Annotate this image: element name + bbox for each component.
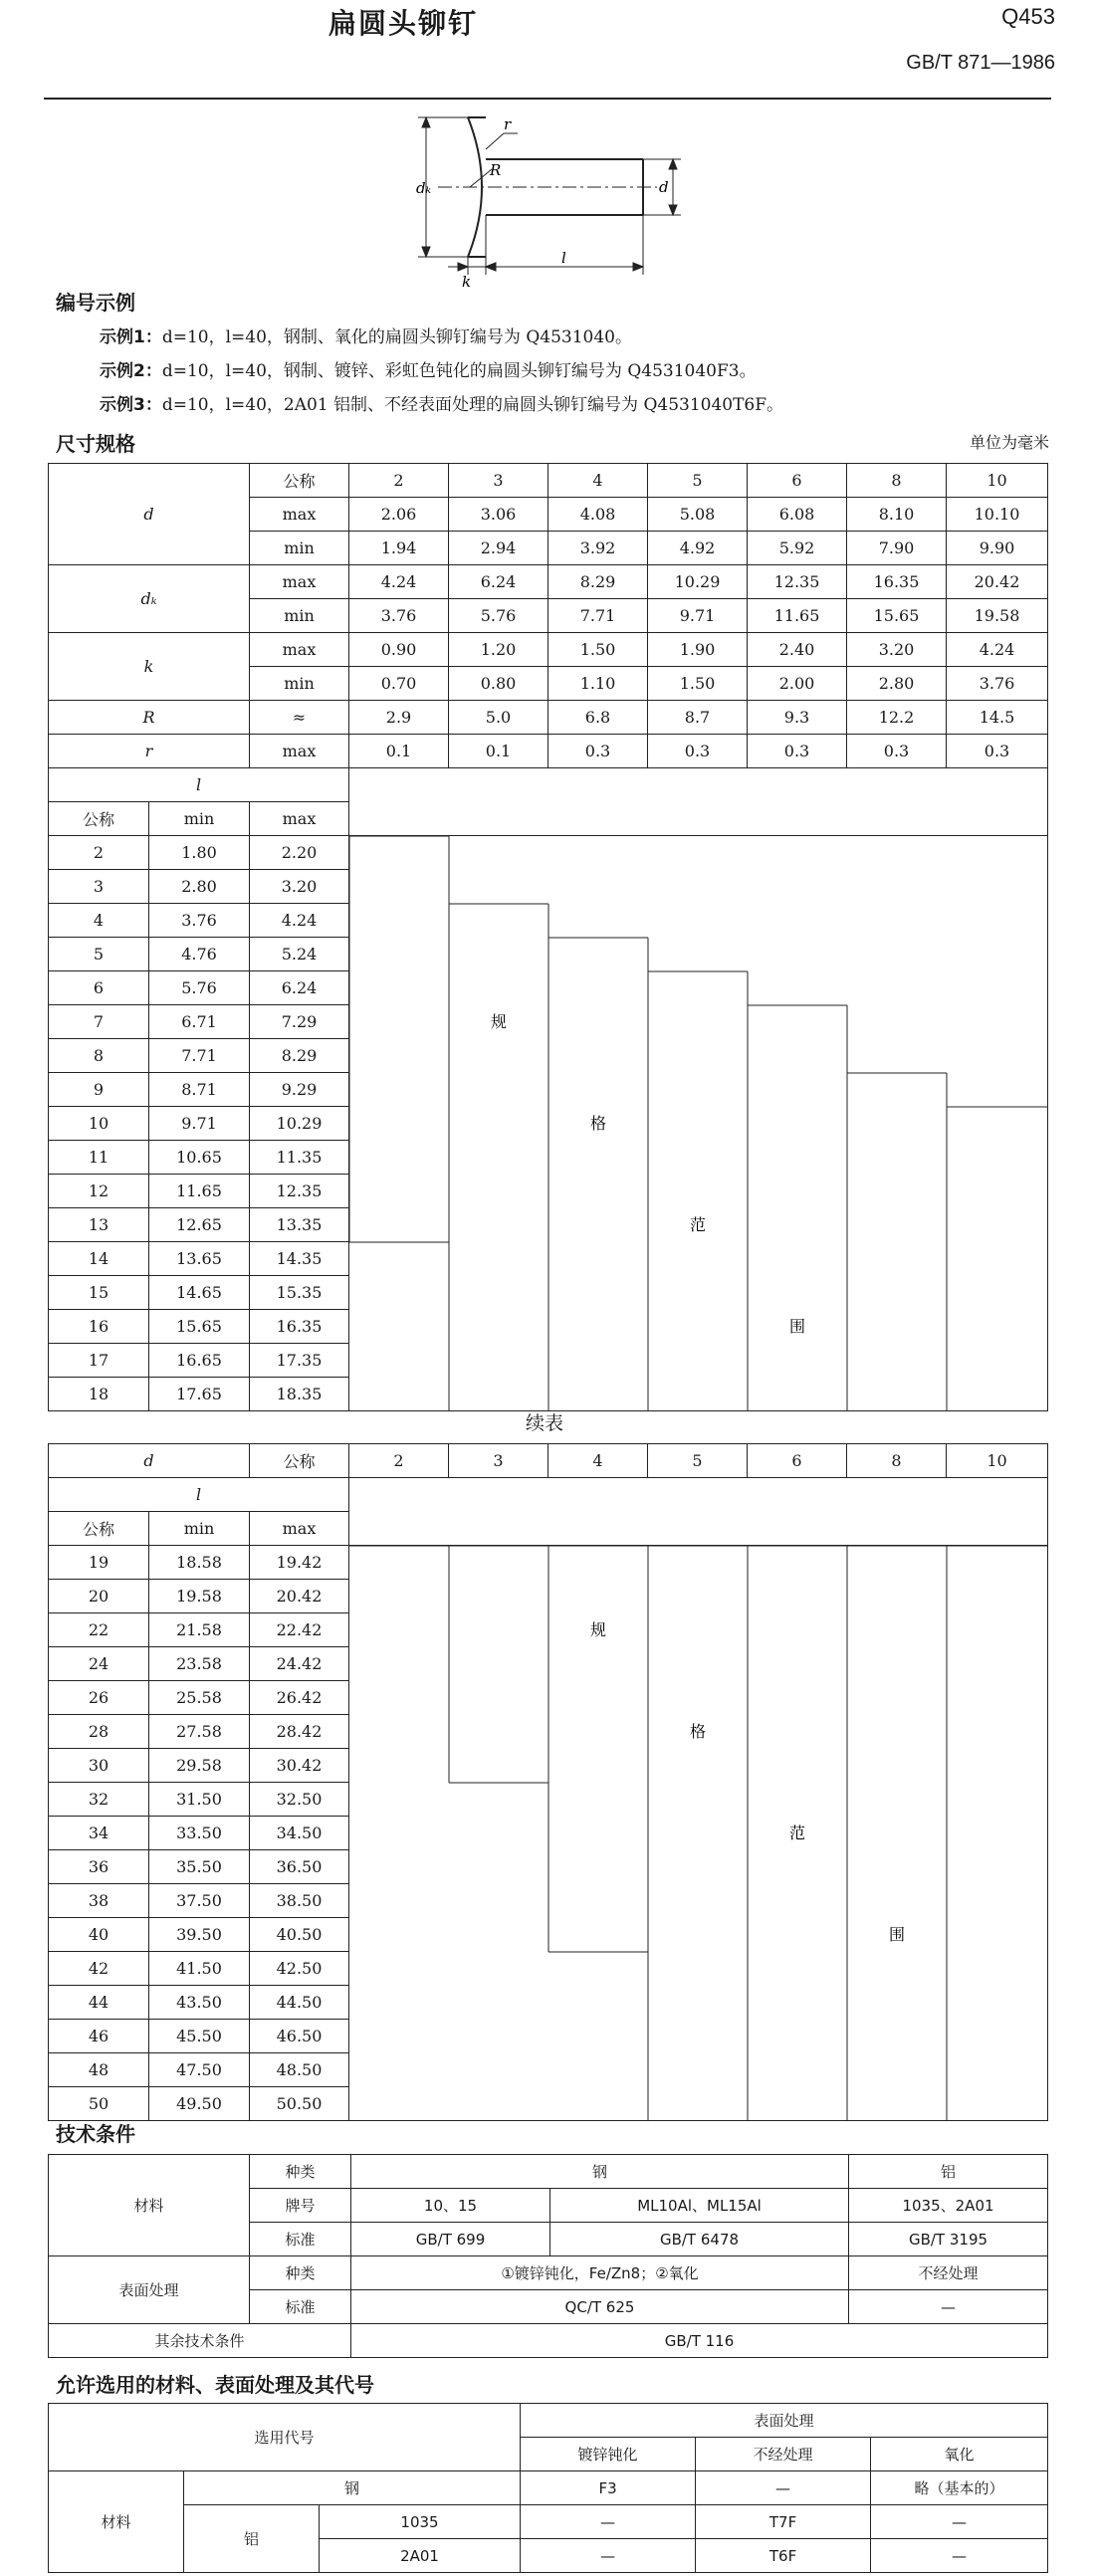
length-min: 47.50 [149,2053,250,2087]
length-max: 42.50 [250,1952,349,1986]
r-max-value: 0.1 [349,735,449,768]
opt-surface: 表面处理 [521,2404,1048,2438]
example-3-text: d=10，l=40，2A01 铝制、不经表面处理的扁圆头铆钉编号为 Q4531040T6F。 [161,395,784,415]
opt-al-2a01-none: T6F [696,2539,871,2573]
R-approx-label: ≈ [250,701,349,735]
dk-min-label: min [250,599,349,633]
tech-grade: 牌号 [250,2189,351,2223]
length-nominal: 9 [49,1073,149,1107]
item-code: Q453 [1001,4,1055,29]
unit-label: 单位为毫米 [969,433,1049,452]
length-max: 15.35 [250,1276,349,1310]
opt-al-1035-none: T7F [696,2505,871,2539]
length-max: 7.29 [250,1005,349,1039]
length-nominal: 38 [49,1884,149,1918]
range-boundary [349,836,1048,1411]
dk-min-value: 11.65 [748,599,847,633]
k-max-label: max [250,633,349,667]
R-value: 9.3 [748,701,847,735]
table-row [49,701,1048,735]
length-max: 2.20 [250,836,349,870]
length-nominal: 44 [49,1986,149,2020]
dk-max-value: 8.29 [548,565,648,599]
label-dk: dₖ [416,179,432,197]
size-4-cont: 4 [548,1444,648,1478]
length-min: 15.65 [149,1310,250,1344]
size-5-cont: 5 [648,1444,748,1478]
length-nominal: 19 [49,1546,149,1580]
tech-other-std: GB/T 116 [351,2324,1048,2358]
opt-steel-oxidize: 略（基本的） [871,2471,1048,2505]
length-max: 6.24 [250,971,349,1005]
length-min: 2.80 [149,870,250,904]
k-label: k [49,633,250,701]
opt-none: 不经处理 [696,2438,871,2471]
r-max-value: 0.3 [947,735,1048,768]
opt-al-2a01-oxidize: — [871,2539,1048,2573]
length-min: 12.65 [149,1208,250,1242]
length-max: 3.20 [250,870,349,904]
length-nominal: 6 [49,971,149,1005]
k-min-value: 1.50 [648,667,748,701]
length-min: 41.50 [149,1952,250,1986]
dimension-table [48,463,1048,1411]
dk-min-value: 9.71 [648,599,748,633]
l-nominal-label: 公称 [49,1512,149,1546]
opt-steel: 钢 [184,2471,521,2505]
example-2 [100,356,757,381]
tech-std-steel-2: GB/T 6478 [550,2223,849,2256]
length-nominal: 3 [49,870,149,904]
length-nominal: 50 [49,2087,149,2121]
d-min-value: 2.94 [449,532,548,565]
tech-material: 材料 [49,2155,250,2256]
length-nominal: 13 [49,1208,149,1242]
length-min: 10.65 [149,1141,250,1175]
tech-surface-kind: 种类 [250,2256,351,2290]
d-min-value: 7.90 [847,532,947,565]
d-max-value: 2.06 [349,498,449,532]
tech-other: 其余技术条件 [49,2324,351,2358]
d-max-value: 5.08 [648,498,748,532]
length-max: 19.42 [250,1546,349,1580]
size-3: 3 [449,464,548,498]
opt-aluminum: 铝 [184,2505,320,2573]
tech-surface-std-al: — [849,2290,1048,2324]
size-4: 4 [548,464,648,498]
length-nominal: 7 [49,1005,149,1039]
technical-table [48,2154,1048,2358]
k-max-value: 4.24 [947,633,1048,667]
length-max: 46.50 [250,2020,349,2053]
l-max-label: max [250,1512,349,1546]
l-min-label: min [149,1512,250,1546]
length-min: 14.65 [149,1276,250,1310]
d-label-cont: d [49,1444,250,1478]
length-nominal: 32 [49,1783,149,1817]
range-header-blank [349,768,1048,836]
label-k: k [462,273,472,289]
size-2-cont: 2 [349,1444,449,1478]
size-10: 10 [947,464,1048,498]
dk-max-value: 6.24 [449,565,548,599]
R-value: 6.8 [548,701,648,735]
r-max-value: 0.3 [648,735,748,768]
dk-max-value: 20.42 [947,565,1048,599]
length-nominal: 20 [49,1580,149,1613]
opt-oxidize: 氧化 [871,2438,1048,2471]
length-max: 16.35 [250,1310,349,1344]
example-1-label: 示例1： [100,327,162,347]
R-value: 5.0 [449,701,548,735]
tech-aluminum: 铝 [849,2155,1048,2189]
length-min: 16.65 [149,1344,250,1378]
dk-min-value: 15.65 [847,599,947,633]
length-max: 44.50 [250,1986,349,2020]
R-value: 14.5 [947,701,1048,735]
length-max: 18.35 [250,1378,349,1411]
length-max: 22.42 [250,1613,349,1647]
r-max-value: 0.3 [847,735,947,768]
R-label: R [49,701,250,735]
k-max-value: 2.40 [748,633,847,667]
tech-kind: 种类 [250,2155,351,2189]
k-min-value: 2.00 [748,667,847,701]
opt-al-1035-oxidize: — [871,2505,1048,2539]
r-max-value: 0.3 [748,735,847,768]
tech-steel: 钢 [351,2155,849,2189]
length-max: 10.29 [250,1107,349,1141]
length-max: 34.50 [250,1817,349,1850]
length-min: 4.76 [149,938,250,971]
k-max-value: 1.50 [548,633,648,667]
range-label-char: 规 [589,1620,607,1639]
length-max: 40.50 [250,1918,349,1952]
length-min: 13.65 [149,1242,250,1276]
table-row [49,633,1048,667]
tech-grade-al: 1035、2A01 [849,2189,1048,2223]
length-nominal: 24 [49,1647,149,1681]
length-nominal: 28 [49,1715,149,1749]
length-min: 29.58 [149,1749,250,1783]
table-row [49,735,1048,768]
tech-surface-kind-steel: ①镀锌钝化，Fe/Zn8；②氧化 [351,2256,849,2290]
table-row [49,768,1048,802]
length-max: 32.50 [250,1783,349,1817]
r-max-value: 0.1 [449,735,548,768]
dk-min-value: 19.58 [947,599,1048,633]
technical-heading: 技术条件 [56,2122,135,2146]
table-row [49,464,1048,498]
size-8-cont: 8 [847,1444,947,1478]
d-min-label: min [250,532,349,565]
d-min-value: 4.92 [648,532,748,565]
range-label-char: 范 [689,1215,707,1234]
length-min: 49.50 [149,2087,250,2121]
size-3-cont: 3 [449,1444,548,1478]
options-heading: 允许选用的材料、表面处理及其代号 [56,2373,374,2397]
size-range-area [349,836,1048,1411]
length-max: 48.50 [250,2053,349,2087]
tech-surface-kind-al: 不经处理 [849,2256,1048,2290]
size-5: 5 [648,464,748,498]
length-max: 26.42 [250,1681,349,1715]
range-header-blank [349,1478,1048,1546]
length-min: 8.71 [149,1073,250,1107]
example-1 [100,322,632,347]
range-label-char: 围 [788,1317,806,1336]
dk-min-value: 7.71 [548,599,648,633]
length-nominal: 2 [49,836,149,870]
length-min: 23.58 [149,1647,250,1681]
length-min: 1.80 [149,836,250,870]
length-nominal: 12 [49,1175,149,1208]
dk-max-value: 4.24 [349,565,449,599]
l-label: l [49,768,349,802]
length-min: 37.50 [149,1884,250,1918]
tech-std-steel-1: GB/T 699 [351,2223,550,2256]
k-min-value: 0.70 [349,667,449,701]
tech-grade-steel-1: 10、15 [351,2189,550,2223]
d-min-value: 5.92 [748,532,847,565]
length-max: 13.35 [250,1208,349,1242]
table-row [49,836,1048,870]
k-min-value: 2.80 [847,667,947,701]
length-nominal: 40 [49,1918,149,1952]
size-2: 2 [349,464,449,498]
example-3 [100,390,783,415]
l-label: l [49,1478,349,1512]
opt-al-2a01-plating: — [521,2539,696,2573]
opt-steel-none: — [696,2471,871,2505]
tech-surface: 表面处理 [49,2256,250,2324]
standard-number: GB/T 871—1986 [906,52,1055,74]
r-max-label: max [250,735,349,768]
rivet-drawing [0,0,1095,289]
R-value: 2.9 [349,701,449,735]
label-R: R [490,161,502,179]
continued-label: 续表 [526,1412,564,1434]
length-max: 14.35 [250,1242,349,1276]
dk-max-value: 12.35 [748,565,847,599]
length-nominal: 30 [49,1749,149,1783]
length-nominal: 5 [49,938,149,971]
length-nominal: 10 [49,1107,149,1141]
size-8: 8 [847,464,947,498]
length-nominal: 48 [49,2053,149,2087]
k-min-value: 1.10 [548,667,648,701]
k-max-value: 3.20 [847,633,947,667]
length-min: 7.71 [149,1039,250,1073]
opt-al-2a01: 2A01 [320,2539,521,2573]
opt-code-label: 选用代号 [49,2404,521,2471]
length-min: 31.50 [149,1783,250,1817]
length-min: 18.58 [149,1546,250,1580]
length-nominal: 22 [49,1613,149,1647]
dk-label: dₖ [49,565,250,633]
length-max: 12.35 [250,1175,349,1208]
length-min: 45.50 [149,2020,250,2053]
length-nominal: 26 [49,1681,149,1715]
options-table [48,2403,1048,2573]
length-max: 36.50 [250,1850,349,1884]
length-nominal: 14 [49,1242,149,1276]
k-min-value: 0.80 [449,667,548,701]
length-max: 30.42 [250,1749,349,1783]
range-label-char: 格 [589,1114,607,1133]
size-range-diagram [349,1546,1048,2121]
length-max: 28.42 [250,1715,349,1749]
examples-heading: 编号示例 [56,291,135,315]
d-min-value: 1.94 [349,532,449,565]
d-max-value: 3.06 [449,498,548,532]
length-nominal: 34 [49,1817,149,1850]
d-max-label: max [250,498,349,532]
length-min: 3.76 [149,904,250,938]
length-min: 9.71 [149,1107,250,1141]
r-label: r [49,735,250,768]
l-max-label: max [250,802,349,836]
label-l: l [561,249,566,267]
length-nominal: 15 [49,1276,149,1310]
length-nominal: 42 [49,1952,149,1986]
length-min: 35.50 [149,1850,250,1884]
range-boundary [349,1546,1048,2121]
length-max: 24.42 [250,1647,349,1681]
dimension-table-continued [48,1443,1048,2121]
length-min: 17.65 [149,1378,250,1411]
dk-max-value: 16.35 [847,565,947,599]
length-min: 6.71 [149,1005,250,1039]
dimensions-heading: 尺寸规格 [56,432,135,456]
k-max-value: 1.20 [449,633,548,667]
table-row [49,1546,1048,1580]
length-min: 39.50 [149,1918,250,1952]
length-min: 11.65 [149,1175,250,1208]
dk-max-label: max [250,565,349,599]
R-value: 8.7 [648,701,748,735]
k-max-value: 0.90 [349,633,449,667]
opt-al-1035-plating: — [521,2505,696,2539]
range-label-char: 格 [689,1722,707,1741]
d-max-value: 8.10 [847,498,947,532]
opt-plating: 镀锌钝化 [521,2438,696,2471]
tech-grade-steel-2: ML10Al、ML15Al [550,2189,849,2223]
example-1-text: d=10，l=40，钢制、氧化的扁圆头铆钉编号为 Q4531040。 [161,327,632,347]
r-max-value: 0.3 [548,735,648,768]
length-max: 17.35 [250,1344,349,1378]
length-max: 11.35 [250,1141,349,1175]
length-min: 27.58 [149,1715,250,1749]
length-min: 21.58 [149,1613,250,1647]
nominal-label: 公称 [250,464,349,498]
page-title: 扁圆头铆钉 [328,7,479,40]
k-min-label: min [250,667,349,701]
l-nominal-label: 公称 [49,802,149,836]
tech-standard: 标准 [250,2223,351,2256]
opt-material: 材料 [49,2471,184,2573]
length-nominal: 16 [49,1310,149,1344]
example-2-label: 示例2： [100,361,162,381]
opt-al-1035: 1035 [320,2505,521,2539]
range-label-char: 规 [490,1012,508,1031]
length-nominal: 36 [49,1850,149,1884]
length-max: 50.50 [250,2087,349,2121]
size-range-area [349,1546,1048,2121]
d-max-value: 4.08 [548,498,648,532]
length-nominal: 4 [49,904,149,938]
size-10-cont: 10 [947,1444,1048,1478]
table-row [49,1444,1048,1478]
length-min: 43.50 [149,1986,250,2020]
size-6-cont: 6 [748,1444,847,1478]
d-min-value: 9.90 [947,532,1048,565]
length-max: 20.42 [250,1580,349,1613]
length-max: 5.24 [250,938,349,971]
dk-min-value: 5.76 [449,599,548,633]
length-nominal: 17 [49,1344,149,1378]
example-2-text: d=10，l=40，钢制、镀锌、彩虹色钝化的扁圆头铆钉编号为 Q4531040F3。 [161,361,757,381]
tech-surface-standard: 标准 [250,2290,351,2324]
R-value: 12.2 [847,701,947,735]
k-max-value: 1.90 [648,633,748,667]
length-nominal: 18 [49,1378,149,1411]
range-label-char: 围 [888,1925,906,1944]
length-max: 38.50 [250,1884,349,1918]
label-r: r [504,115,512,133]
dk-min-value: 3.76 [349,599,449,633]
example-3-label: 示例3： [100,395,162,415]
tech-std-al: GB/T 3195 [849,2223,1048,2256]
label-d: d [659,178,669,196]
length-min: 25.58 [149,1681,250,1715]
size-range-diagram [349,836,1048,1411]
length-min: 33.50 [149,1817,250,1850]
d-max-value: 6.08 [748,498,847,532]
d-label: d [49,464,250,565]
l-min-label: min [149,802,250,836]
k-min-value: 3.76 [947,667,1048,701]
length-nominal: 11 [49,1141,149,1175]
dk-max-value: 10.29 [648,565,748,599]
tech-surface-std-steel: QC/T 625 [351,2290,849,2324]
length-max: 8.29 [250,1039,349,1073]
d-max-value: 10.10 [947,498,1048,532]
nominal-label-cont: 公称 [250,1444,349,1478]
range-label-char: 范 [788,1824,806,1842]
length-max: 4.24 [250,904,349,938]
length-max: 9.29 [250,1073,349,1107]
d-min-value: 3.92 [548,532,648,565]
size-6: 6 [748,464,847,498]
table-row [49,1478,1048,1512]
length-nominal: 8 [49,1039,149,1073]
length-min: 5.76 [149,971,250,1005]
length-min: 19.58 [149,1580,250,1613]
length-nominal: 46 [49,2020,149,2053]
opt-steel-plating: F3 [521,2471,696,2505]
table-row [49,565,1048,599]
